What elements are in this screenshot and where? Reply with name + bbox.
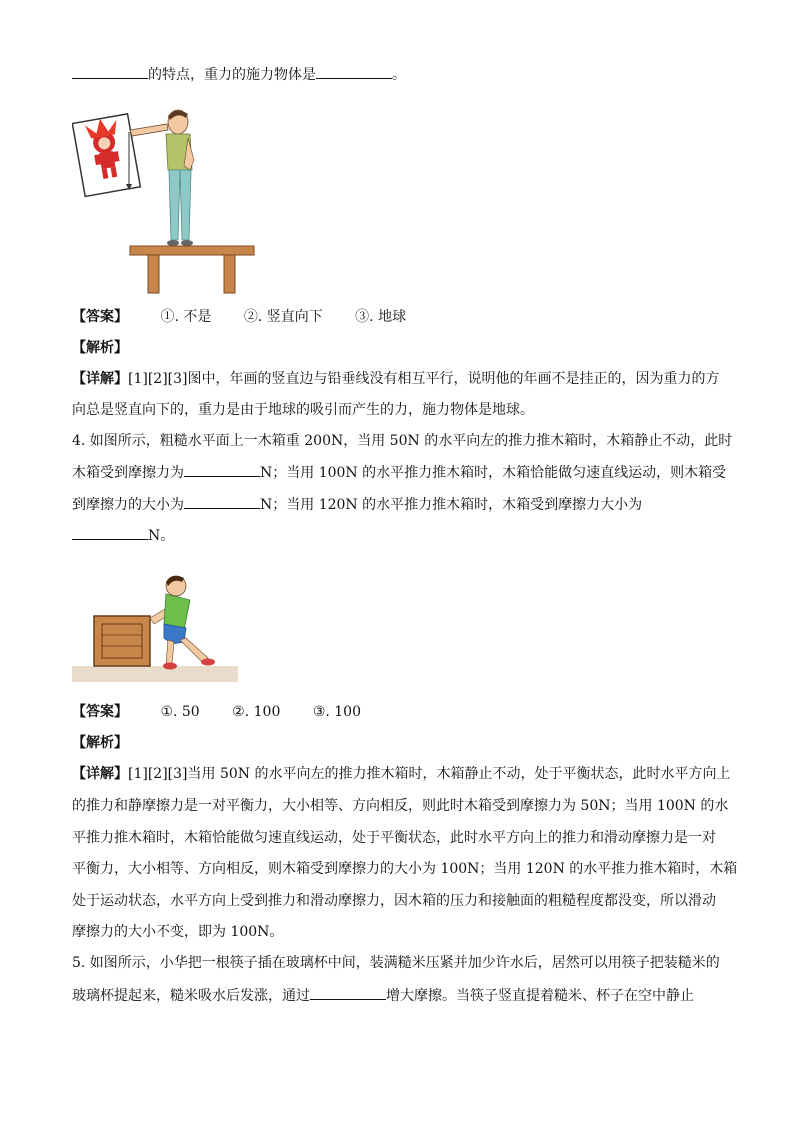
blank[interactable] [72,525,148,540]
q4-detail-line-3: 平推力推木箱时，木箱恰能做匀速直线运动，处于平衡状态，此时水平方向上的推力和滑动摩擦力是一对 [72,830,716,846]
answer-3: ③. 100 [312,704,361,720]
q5-line-2: 玻璃杯提起来，糙米吸水后发涨，通过 增大摩擦。当筷子竖直提着糙米、杯子在空中静止 [72,985,694,1006]
q4-line-1: 4. 如图所示，粗糙水平面上一木箱重 200N，当用 50N 的水平向左的推力推木箱时，木箱静止不动，此时 [72,433,733,449]
answer-1: ①. 50 [160,704,200,720]
q4-line-3: 到摩擦力的大小为 N；当用 120N 的水平推力推木箱时，木箱受到摩擦力大小为 [72,494,642,515]
blank[interactable] [310,985,386,1000]
q4-figure [72,566,242,686]
blank[interactable] [316,64,392,79]
answer-1: ①. 不是 [160,309,212,325]
q4-detail-line-4: 平衡力，大小相等、方向相反，则木箱受到摩擦力的大小为 100N；当用 120N 的水平推力推木箱时，木箱 [72,861,738,877]
q4-detail-line-1: 【详解】[1][2][3]当用 50N 的水平向左的推力推木箱时，木箱静止不动，处于平衡状态，此时水平方向上 [72,766,731,782]
q4-analysis-label: 【解析】 [72,735,128,751]
blank[interactable] [184,462,260,477]
q4-answer: 【答案】 ①. 50 ②. 100 ③. 100 [72,704,361,720]
blank[interactable] [184,494,260,509]
q4-detail-line-2: 的推力和静摩擦力是一对平衡力，大小相等、方向相反，则此时木箱受到摩擦力为 50N；当用 100N 的水 [72,798,729,814]
blank[interactable] [72,64,148,79]
answer-2: ②. 100 [232,704,281,720]
q3-figure [72,108,262,298]
q3-top-line: 的特点，重力的施力物体是 。 [72,64,406,85]
q4-line-4: N。 [72,525,174,546]
q3-answer: 【答案】 ①. 不是 ②. 竖直向下 ③. 地球 [72,309,407,325]
answer-2: ②. 竖直向下 [243,309,323,325]
answer-3: ③. 地球 [355,309,407,325]
q5-line-1: 5. 如图所示，小华把一根筷子插在玻璃杯中间，装满糙米压紧并加少许水后，居然可以用筷子把装糙米的 [72,955,720,971]
q3-detail-line-2: 向总是竖直向下的，重力是由于地球的吸引而产生的力，施力物体是地球。 [72,402,534,418]
q3-analysis-label: 【解析】 [72,340,128,356]
q4-line-2: 木箱受到摩擦力为 N；当用 100N 的水平推力推木箱时，木箱恰能做匀速直线运动，则木箱受 [72,462,726,483]
q4-detail-line-5: 处于运动状态，水平方向上受到推力和滑动摩擦力，因木箱的压力和接触面的粗糙程度都没变，所以滑动 [72,893,716,909]
q3-detail-line-1: 【详解】[1][2][3]图中，年画的竖直边与铅垂线没有相互平行，说明他的年画不是挂正的，因为重力的方 [72,371,720,387]
q4-detail-line-6: 摩擦力的大小不变，即为 100N。 [72,924,284,940]
